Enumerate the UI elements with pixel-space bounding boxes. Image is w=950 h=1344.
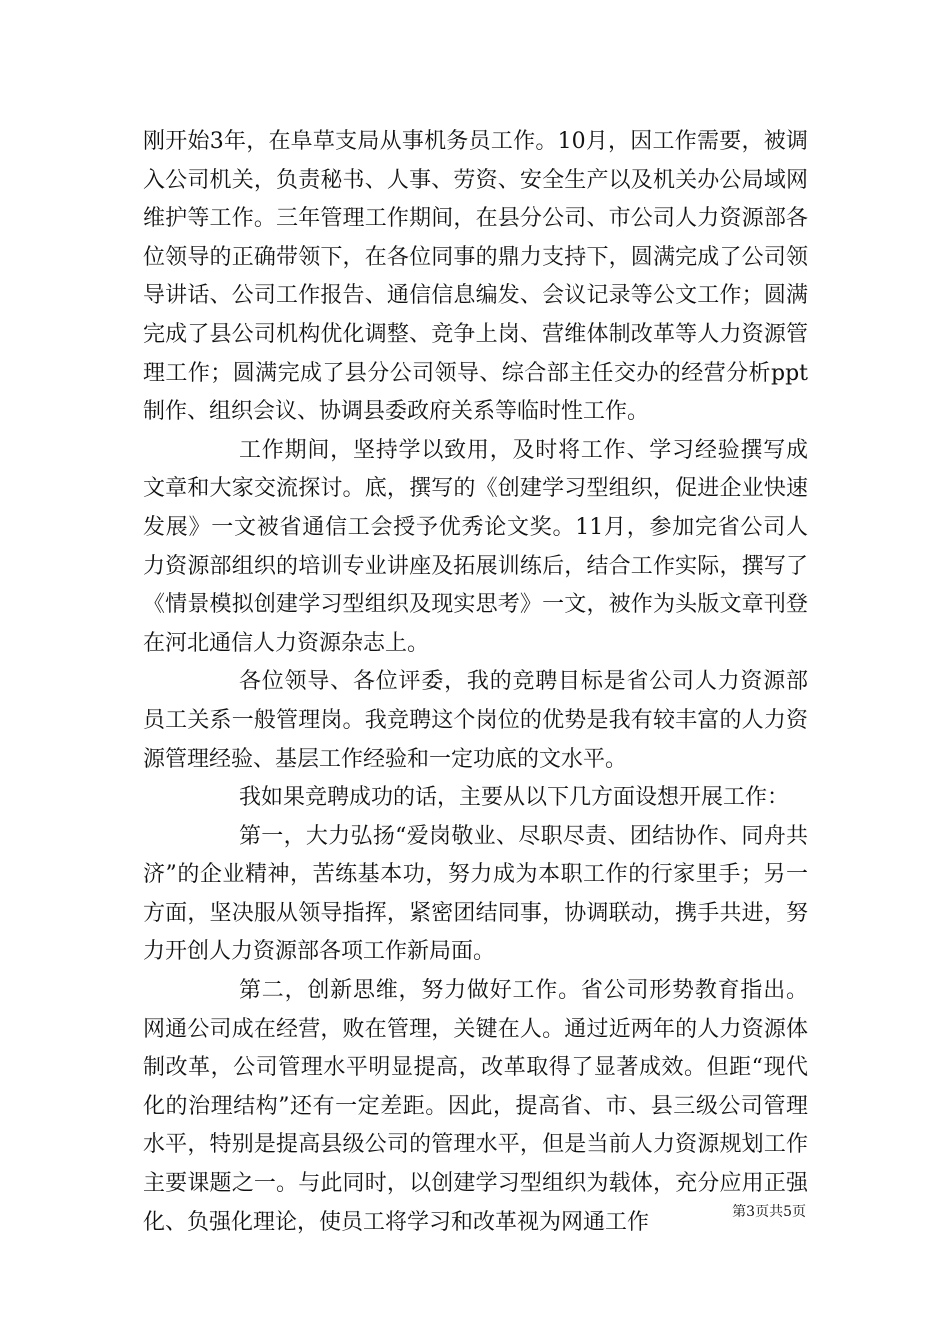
paragraph-1: 刚开始3年，在阜草支局从事机务员工作。10月，因工作需要，被调入公司机关，负责秘书、人事、劳资、安全生产以及机关办公局域网维护等工作。三年管理工作期间，在县分公司、市公司人力资源部各位领导的正确带领下，在各位同事的鼎力支持下，圆满完成了公司领导讲话、公司工作报告、通信信息编发、会议记录等公文工作；圆满完成了县公司机构优化调整、竞争上岗、营维体制改革等人力资源管理工作；圆满完成了县分公司领导、综合部主任交办的经营分析ppt制作、组织会议、协调县委政府关系等临时性工作。 (143, 129, 808, 425)
paragraph-5: 第一，大力弘扬“爱岗敬业、尽职尽责、团结协作、同舟共济”的企业精神，苦练基本功，努力成为本职工作的行家里手；另一方面，坚决服从领导指挥，紧密团结同事，协调联动，携手共进，努力开创人力资源部各项工作新局面。 (143, 823, 808, 965)
paragraph-4: 我如果竞聘成功的话，主要从以下几方面设想开展工作： (239, 785, 790, 811)
document-body (143, 123, 808, 1242)
paragraph-3: 各位领导、各位评委，我的竞聘目标是省公司人力资源部员工关系一般管理岗。我竞聘这个岗位的优势是我有较丰富的人力资源管理经验、基层工作经验和一定功底的文水平。 (143, 669, 808, 772)
paragraph-2: 工作期间，坚持学以致用，及时将工作、学习经验撰写成文章和大家交流探讨。底，撰写的《创建学习型组织，促进企业快速发展》一文被省通信工会授予优秀论文奖。11月，参加完省公司人力资源部组织的培训专业讲座及拓展训练后，结合工作实际，撰写了《情景模拟创建学习型组织及现实思考》一文，被作为头版文章刊登在河北通信人力资源杂志上。 (143, 437, 808, 656)
page-number: 第3页共5页 (732, 1204, 806, 1220)
paragraph-6: 第二，创新思维，努力做好工作。省公司形势教育指出。网通公司成在经营，败在管理，关键在人。通过近两年的人力资源体制改革，公司管理水平明显提高，改革取得了显著成效。但距“现代化的治理结构”还有一定差距。因此，提高省、市、县三级公司管理水平，特别是提高县级公司的管理水平，但是当前人力资源规划工作主要课题之一。与此同时，以创建学习型组织为载体，充分应用正强化、负强化理论，使员工将学习和改革视为网通工作 (143, 978, 808, 1235)
